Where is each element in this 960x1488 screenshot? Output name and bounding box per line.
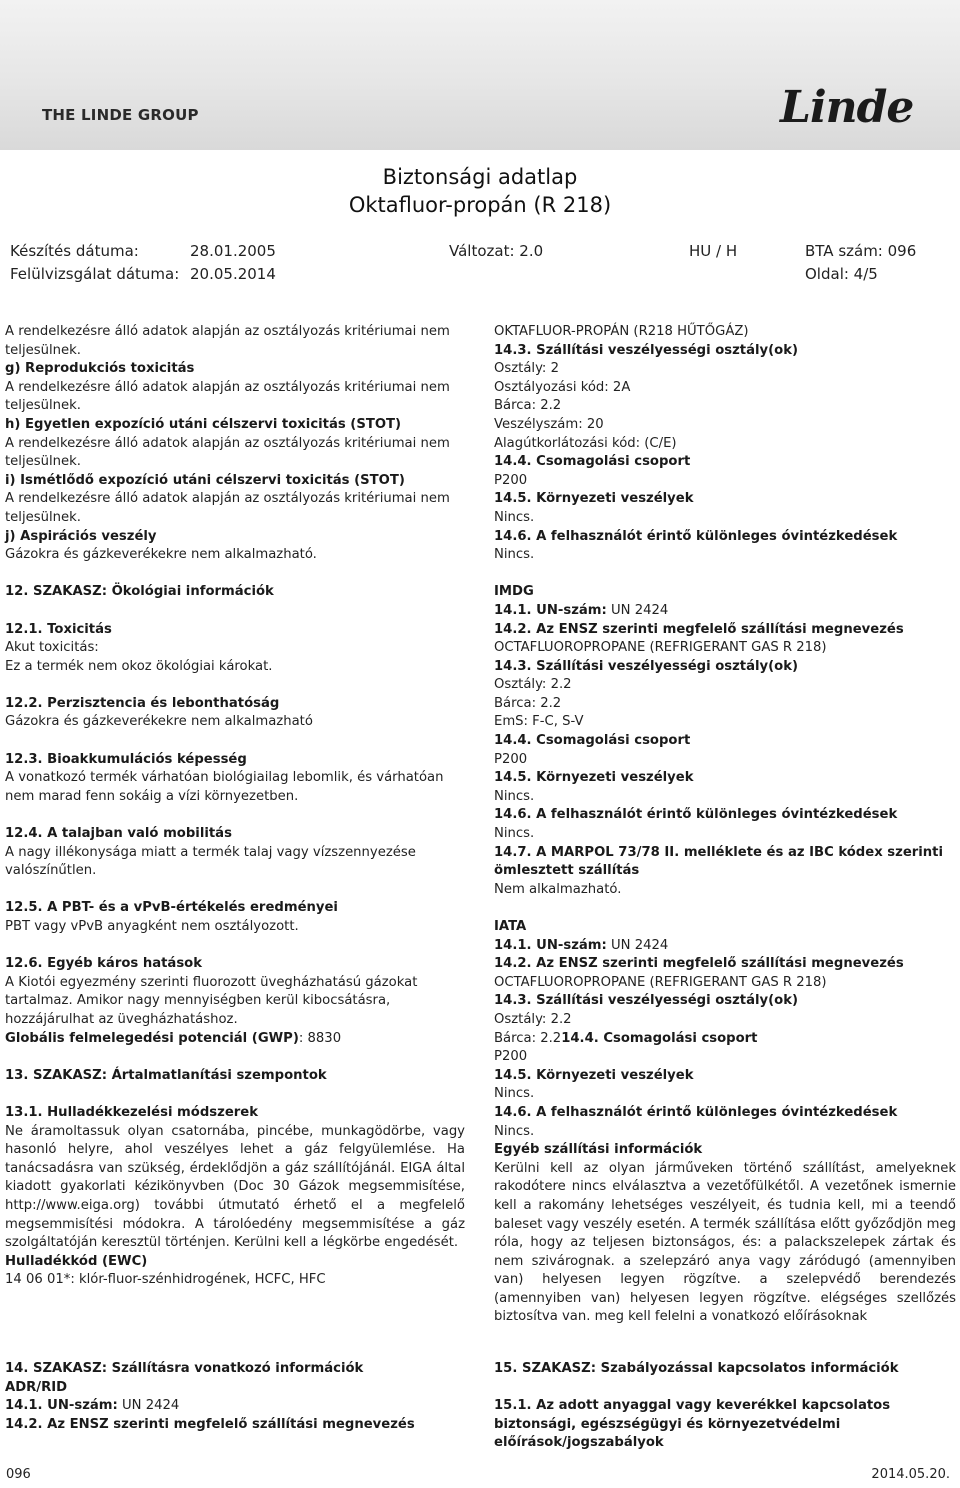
- un-number-value: UN 2424: [606, 602, 669, 618]
- section-heading: 12.2. Perzisztencia és lebonthatóság: [5, 695, 280, 711]
- text-block: Nincs.: [494, 788, 535, 804]
- section-heading: Hulladékkód (EWC): [5, 1253, 148, 1269]
- section-heading: 15.1. Az adott anyaggal vagy keverékkel kapcsolatos biztonsági, egészségügyi és környezetvédelmi előírások/jogszabályok: [494, 1398, 891, 1451]
- text-block: P200: [494, 1049, 528, 1065]
- barca-line: [494, 1030, 956, 1049]
- section-heading: 14.5. Környezeti veszélyek: [494, 1067, 694, 1083]
- footer-right: 2014.05.20.: [871, 1467, 950, 1482]
- section-heading: h) Egyetlen expozíció utáni célszervi toxicitás (STOT): [5, 416, 402, 432]
- un-number-label: 14.1. UN-szám:: [5, 1398, 118, 1414]
- page-number: Oldal: 4/5: [805, 265, 878, 283]
- text-block: Kerülni kell az olyan járműveken történő szállítást, amelyeknek rakodótere nincs elválasztva a vezetőfülkétől. A vezetőnek ismernie kell a rakomány lehetséges veszélyeit, és tudnia kell, mi a teendő baleset vagy veszély esetén. A termék szállítása előtt győződjön meg róla, hogy az teljesen biztonságos, és: a palackszelepek zártak és nem szivárognak. a szelepzáró anya vagy záródugó (amennyiben van) helyesen legyen rögzítve. a szelepvédő berendezés (amennyiben van) helyesen legyen rögzítve. elégséges szellőzés biztosítva van. meg kell felelni a vonatkozó előírásoknak: [494, 1160, 956, 1325]
- section-heading: 14.5. Környezeti veszélyek: [494, 491, 694, 507]
- section-heading: 14.4. Csomagolási csoport: [494, 733, 691, 749]
- section-heading: 12.6. Egyéb káros hatások: [5, 956, 203, 972]
- un-number-line: [494, 937, 956, 956]
- text-block: Nincs.: [494, 547, 535, 563]
- text-block: A rendelkezésre álló adatok alapján az osztályozás kritériumai nem teljesülnek.: [5, 379, 450, 414]
- section-heading: 15. SZAKASZ: Szabályozással kapcsolatos információk: [494, 1361, 899, 1376]
- revised-value: 20.05.2014: [190, 265, 276, 283]
- section-heading: 14.4. Csomagolási csoport: [494, 454, 691, 470]
- footer-left: 096: [6, 1467, 31, 1482]
- section-heading: 14.7. A MARPOL 73/78 II. melléklete és az IBC kódex szerinti ömlesztett szállítás: [494, 844, 943, 879]
- document-title: Biztonsági adatlap: [382, 165, 578, 189]
- un-number-label: 14.1. UN-szám:: [494, 602, 607, 618]
- version: Változat: 2.0: [449, 242, 544, 260]
- text-block: PBT vagy vPvB anyagként nem osztályozott.: [5, 919, 299, 934]
- text-block: P200: [494, 472, 528, 488]
- text-block: Nincs.: [494, 1123, 535, 1139]
- section-heading: 14.2. Az ENSZ szerinti megfelelő szállítási megnevezés: [494, 621, 904, 637]
- text-block: Bárca: 2.2: [494, 398, 562, 414]
- section-heading: 14.6. A felhasználót érintő különleges óvintézkedések: [494, 807, 898, 823]
- text-block: OCTAFLUOROPROPANE (REFRIGERANT GAS R 218): [494, 974, 827, 990]
- section-heading: 12. SZAKASZ: Ökológiai információk: [5, 584, 274, 600]
- text-block: 14 06 01*: klór-fluor-szénhidrogének, HCFC, HFC: [5, 1272, 326, 1288]
- section-heading: 12.5. A PBT- és a vPvB-értékelés eredményei: [5, 900, 338, 916]
- text-block: OCTAFLUOROPROPANE (REFRIGERANT GAS R 218): [494, 640, 827, 656]
- group-name: THE LINDE GROUP: [42, 106, 199, 124]
- section-heading: 14.3. Szállítási veszélyességi osztály(ok): [494, 342, 798, 358]
- un-number-line: [5, 1397, 465, 1416]
- text-block: Osztályozási kód: 2A: [494, 379, 631, 395]
- gwp-line: [5, 1030, 465, 1049]
- section-heading: j) Aspirációs veszély: [5, 528, 157, 544]
- section-heading: IMDG: [494, 584, 534, 600]
- text-block: Gázokra és gázkeverékekre nem alkalmazható: [5, 714, 313, 730]
- created-label: Készítés dátuma:: [10, 242, 139, 260]
- section-heading: Egyéb szállítási információk: [494, 1142, 703, 1158]
- text-block: A rendelkezésre álló adatok alapján az osztályozás kritériumai nem teljesülnek.: [5, 491, 450, 525]
- un-number-value: UN 2424: [606, 937, 669, 953]
- text-block: Alagútkorlátozási kód: (C/E): [494, 435, 677, 451]
- text-block: P200: [494, 751, 528, 767]
- section-heading: i) Ismétlődő expozíció utáni célszervi toxicitás (STOT): [5, 472, 405, 488]
- text-block: Ne áramoltassuk olyan csatornába, pincébe, munkagödörbe, vagy hasonló helyre, ahol veszélyes lehet a gáz felgyülemlése. Ha tanácsadásra van szükség, érdeklődjön a gáz szállítójánál. EIGA által kiadott gyakorlati kézikönyvben (Doc 30 Gázok megsemmisítése, http://www.eiga.org) további útmutató érhető el a megfelelő megsemmisítési módokra. A tárolóedény megsemmisítése a gáz szolgáltatóján keresztül történjen. Kerülni kell a légkörbe engedését.: [5, 1123, 465, 1251]
- document-subtitle: Oktafluor-propán (R 218): [348, 193, 612, 217]
- text-block: Veszélyszám: 20: [494, 416, 604, 432]
- text-block: A rendelkezésre álló adatok alapján az osztályozás kritériumai nem teljesülnek.: [5, 435, 450, 470]
- text-block: Gázokra és gázkeverékekre nem alkalmazható.: [5, 547, 317, 563]
- text-block: A Kiotói egyezmény szerinti fluorozott üvegházhatású gázokat tartalmaz. Amikor nagy mennyiségben kerül kibocsátásra, hozzájárulhat az üvegházhatáshoz.: [5, 974, 418, 1027]
- text-block: Osztály: 2: [494, 361, 559, 377]
- bottom-left-block: [5, 1360, 465, 1434]
- linde-logo: Linde: [780, 82, 914, 133]
- section-heading: 14.4. Csomagolási csoport: [561, 1030, 758, 1046]
- language-code: HU / H: [689, 242, 738, 260]
- right-column: [494, 323, 956, 1327]
- section-heading: 14.2. Az ENSZ szerinti megfelelő szállítási megnevezés: [5, 1416, 415, 1432]
- section-heading: IATA: [494, 919, 527, 934]
- section-heading: 14. SZAKASZ: Szállításra vonatkozó információk: [5, 1361, 364, 1376]
- created-value: 28.01.2005: [190, 242, 276, 260]
- text-block: Bárca: 2.2: [494, 695, 562, 711]
- text-block: Nem alkalmazható.: [494, 881, 622, 897]
- section-heading: 12.4. A talajban való mobilitás: [5, 826, 232, 842]
- section-heading: 12.1. Toxicitás: [5, 621, 112, 637]
- text-block: Nincs.: [494, 509, 535, 525]
- text-block: Ez a termék nem okoz ökológiai károkat.: [5, 658, 273, 674]
- revised-label: Felülvizsgálat dátuma:: [10, 265, 180, 283]
- section-heading: ADR/RID: [5, 1379, 68, 1395]
- left-column: [5, 323, 465, 1290]
- bottom-right-block: [494, 1360, 956, 1453]
- section-heading: 14.3. Szállítási veszélyességi osztály(ok): [494, 993, 798, 1009]
- text-block: Nincs.: [494, 1086, 535, 1102]
- gwp-value: : 8830: [298, 1030, 342, 1046]
- gwp-label: Globális felmelegedési potenciál (GWP): [5, 1030, 299, 1046]
- text-block: Osztály: 2.2: [494, 1011, 572, 1027]
- barca-value: Bárca: 2.2: [494, 1030, 562, 1046]
- section-heading: 14.3. Szállítási veszélyességi osztály(ok): [494, 658, 798, 674]
- text-block: OKTAFLUOR-PROPÁN (R218 HŰTŐGÁZ): [494, 324, 749, 339]
- text-block: A vonatkozó termék várhatóan biológiailag lebomlik, és várhatóan nem marad fenn sokáig a vízi környezetben.: [5, 770, 444, 804]
- text-block: EmS: F-C, S-V: [494, 714, 584, 730]
- section-heading: 14.5. Környezeti veszélyek: [494, 770, 694, 786]
- section-heading: 14.6. A felhasználót érintő különleges óvintézkedések: [494, 1104, 898, 1120]
- section-heading: 14.6. A felhasználót érintő különleges óvintézkedések: [494, 528, 898, 544]
- un-number-label: 14.1. UN-szám:: [494, 937, 607, 953]
- text-block: Nincs.: [494, 826, 535, 842]
- text-block: A nagy illékonysága miatt a termék talaj vagy vízszennyezése valószínűtlen.: [5, 844, 416, 879]
- bta-number: BTA szám: 096: [805, 242, 917, 260]
- un-number-value: UN 2424: [117, 1398, 180, 1414]
- text-block: A rendelkezésre álló adatok alapján az osztályozás kritériumai nem teljesülnek.: [5, 324, 450, 358]
- header-banner: [0, 0, 960, 150]
- section-heading: g) Reprodukciós toxicitás: [5, 361, 195, 377]
- section-heading: 13.1. Hulladékkezelési módszerek: [5, 1104, 258, 1120]
- un-number-line: [494, 602, 956, 621]
- text-block: Osztály: 2.2: [494, 677, 572, 693]
- section-heading: 12.3. Bioakkumulációs képesség: [5, 751, 247, 767]
- text-block: Akut toxicitás:: [5, 640, 99, 656]
- section-heading: 14.2. Az ENSZ szerinti megfelelő szállítási megnevezés: [494, 956, 904, 972]
- section-heading: 13. SZAKASZ: Ártalmatlanítási szempontok: [5, 1067, 327, 1083]
